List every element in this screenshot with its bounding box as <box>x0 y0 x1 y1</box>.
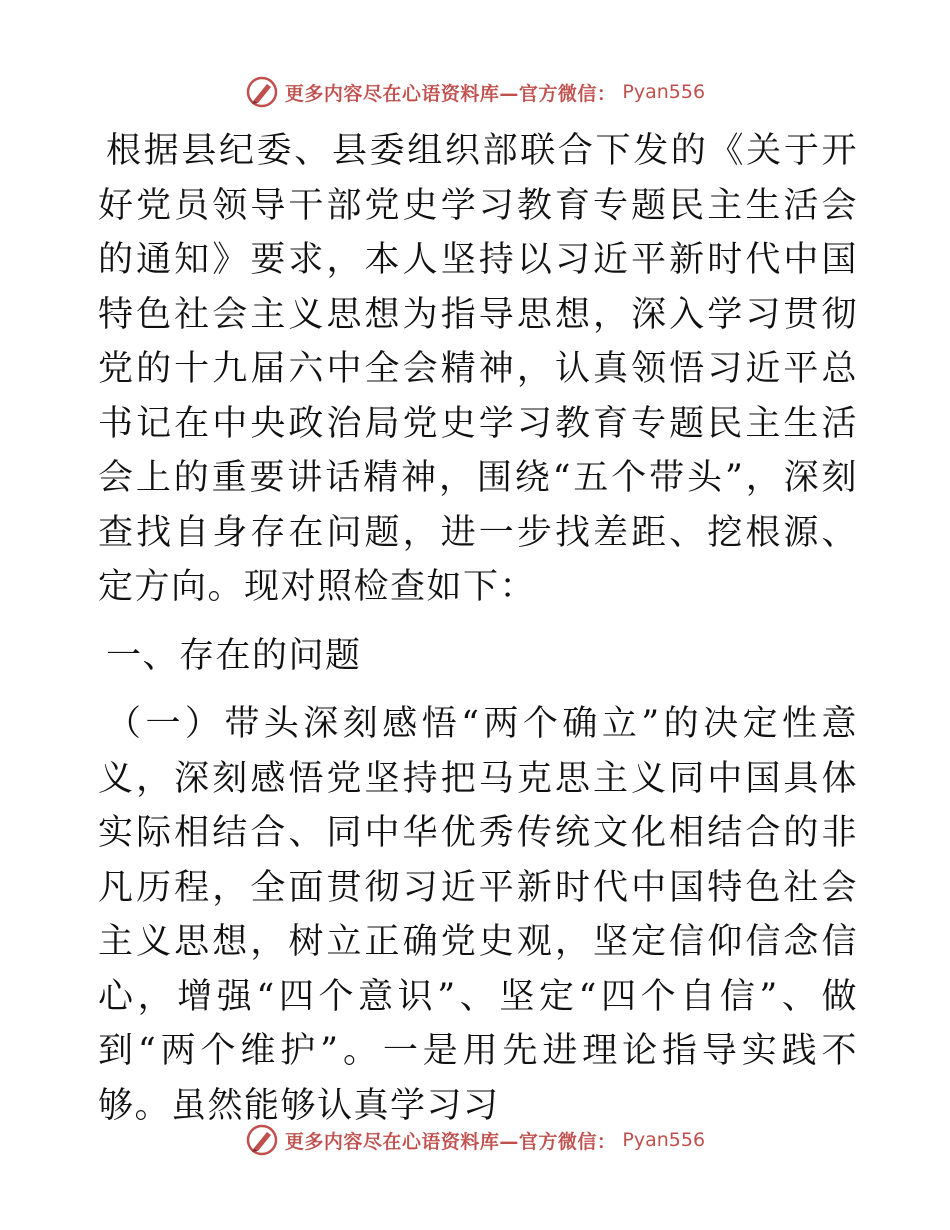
watermark-contact: Pyan556 <box>622 1129 706 1151</box>
watermark-text: 更多内容尽在心语资料库—官方微信： <box>284 1130 617 1153</box>
watermark-footer <box>0 1120 950 1160</box>
watermark-contact: Pyan556 <box>622 81 706 103</box>
pen-logo-icon <box>245 1123 279 1157</box>
intro-paragraph: 根据县纪委、县委组织部联合下发的《关于开好党员领导干部党史学习教育专题民主生活会的通知》要求，本人坚持以习近平新时代中国特色社会主义思想为指导思想，深入学习贯彻党的十九届六中全会精神，认真领悟习近平总书记在中央政治局党史学习教育专题民主生活会上的重要讲话精神，围绕“五个带头”，深刻查找自身存在问题，进一步找差距、挖根源、定方向。现对照检查如下： <box>98 131 858 607</box>
section-heading: 一、存在的问题 <box>106 635 362 676</box>
document-body <box>98 124 858 1133</box>
watermark-text: 更多内容尽在心语资料库—官方微信： <box>284 82 617 105</box>
watermark-header <box>0 72 950 112</box>
subsection-paragraph: （一）带头深刻感悟“两个确立”的决定性意义，深刻感悟党坚持把马克思主义同中国具体实际相结合、同中华优秀传统文化相结合的非凡历程，全面贯彻习近平新时代中国特色社会主义思想，树立正确党史观，坚定信仰信念信心，增强“四个意识”、坚定“四个自信”、做到“两个维护”。一是用先进理论指导实践不够。虽然能够认真学习习 <box>98 704 858 1126</box>
pen-logo-icon <box>245 75 279 109</box>
